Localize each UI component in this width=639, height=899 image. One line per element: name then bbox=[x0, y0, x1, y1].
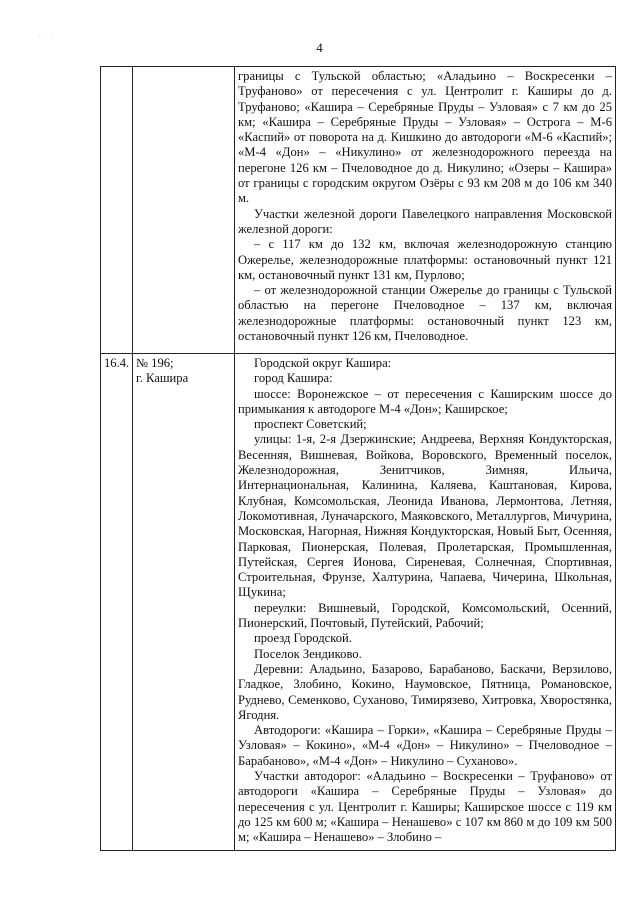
paragraph: Участки автодорог: «Аладьино – Воскресенки – Труфаново» от автодороги «Кашира – Серебряные Пруды – Узловая» до пересечения с ул. Центролит г. Каширы; Каширское шоссе с 119 км до 125 км 600 м; «Кашира – Ненашево» с 107 км 860 м до 109 км 500 м; «Кашира – Ненашево» – Злобино – bbox=[238, 769, 612, 845]
row-name-cell bbox=[133, 67, 235, 354]
paragraph: проезд Городской. bbox=[254, 631, 352, 646]
paragraph: Деревни: Аладьино, Базарово, Барабаново, Баскачи, Верзилово, Гладкое, Злобино, Кокино, Наумовское, Пятница, Романовское, Руднево, Семенково, Суханово, Тимирязево, Хитровка, Хворостянка, Ягодня. bbox=[238, 661, 612, 722]
scan-mark: · · · bbox=[38, 32, 54, 40]
paragraph: границы с Тульской областью; «Аладьино – Воскресенки – Труфаново» от пересечения с ул. Центролит г. Каширы до д. Труфаново; «Кашира – Серебряные Пруды – Узловая» с 7 км до 25 км; «Кашира – Серебряные Пруды – Узловая» – Острога – М-6 «Каспий» от поворота на д. Кишкино до автодороги «М-6 «Каспий»; «М-4 «Дон» – «Никулино» от железнодорожного переезда на перегоне 126 км – Пчеловодное до д. Никулино; «Озеры – Кашира» от границы с городским округом Озёры с 93 км 208 м до 106 км 340 м. bbox=[238, 69, 612, 206]
row-number-cell: 16.4. bbox=[101, 354, 133, 851]
table-row bbox=[101, 354, 616, 851]
table-row bbox=[101, 67, 616, 354]
document-table bbox=[100, 66, 616, 851]
row-content-cell bbox=[235, 67, 616, 354]
page-number: 4 bbox=[316, 40, 323, 55]
paragraph: Участки железной дороги Павелецкого направления Московской железной дороги: bbox=[238, 206, 612, 236]
district-center: г. Кашира bbox=[136, 371, 189, 386]
paragraph: город Кашира: bbox=[254, 371, 333, 386]
paragraph: – с 117 км до 132 км, включая железнодорожную станцию Ожерелье, железнодорожные платформы: остановочный пункт 121 км, остановочный пункт 131 км, Пурлово; bbox=[238, 237, 612, 282]
row-content-cell bbox=[235, 354, 616, 851]
row-number-cell bbox=[101, 67, 133, 354]
district-number: № 196; bbox=[136, 356, 174, 370]
paragraph: шоссе: Воронежское – от пересечения с Каширским шоссе до примыкания к автодороге М-4 «Дон»; Каширское; bbox=[238, 386, 612, 416]
paragraph: Поселок Зендиково. bbox=[254, 646, 362, 661]
paragraph: переулки: Вишневый, Городской, Комсомольский, Осенний, Пионерский, Почтовый, Путейский, Рабочий; bbox=[238, 600, 612, 631]
paragraph: улицы: 1-я, 2-я Дзержинские; Андреева, Верхняя Кондукторская, Весенняя, Вишневая, Войкова, Воровского, Временный поселок, Железнодорожная, Зенитчиков, Зимняя, Ильича, Интернациональная, Калинина, Каляева, Каштановая, Кирова, Клубная, Комсомольская, Леонида Иванова, Лермонтова, Летняя, Локомотивная, Луначарского, Маяковского, Металлургов, Мичурина, Московская, Нагорная, Нижняя Кондукторская, Новый Быт, Осенняя, Парковая, Пионерская, Полевая, Пролетарская, Промышленная, Путейская, Сергея Ионова, Сиреневая, Солнечная, Спортивная, Строительная, Фрунзе, Халтурина, Чапаева, Чичерина, Школьная, Щукина; bbox=[238, 432, 612, 600]
paragraph: Городской округ Кашира: bbox=[254, 356, 392, 370]
paragraph: Автодороги: «Кашира – Горки», «Кашира – Серебряные Пруды – Узловая» – Кокино», «М-4 «Дон» – Никулино» – Пчеловодное – Барабаново», «М-4 «Дон» – Никулино – Суханово». bbox=[238, 723, 612, 768]
paragraph: – от железнодорожной станции Ожерелье до границы с Тульской областью на перегоне Пчеловодное – 137 км, включая железнодорожные платформы: остановочный пункт 123 км, остановочный пункт 126 км, Пчеловодное. bbox=[238, 283, 612, 344]
row-name-cell bbox=[133, 354, 235, 851]
paragraph: проспект Советский; bbox=[254, 417, 367, 432]
